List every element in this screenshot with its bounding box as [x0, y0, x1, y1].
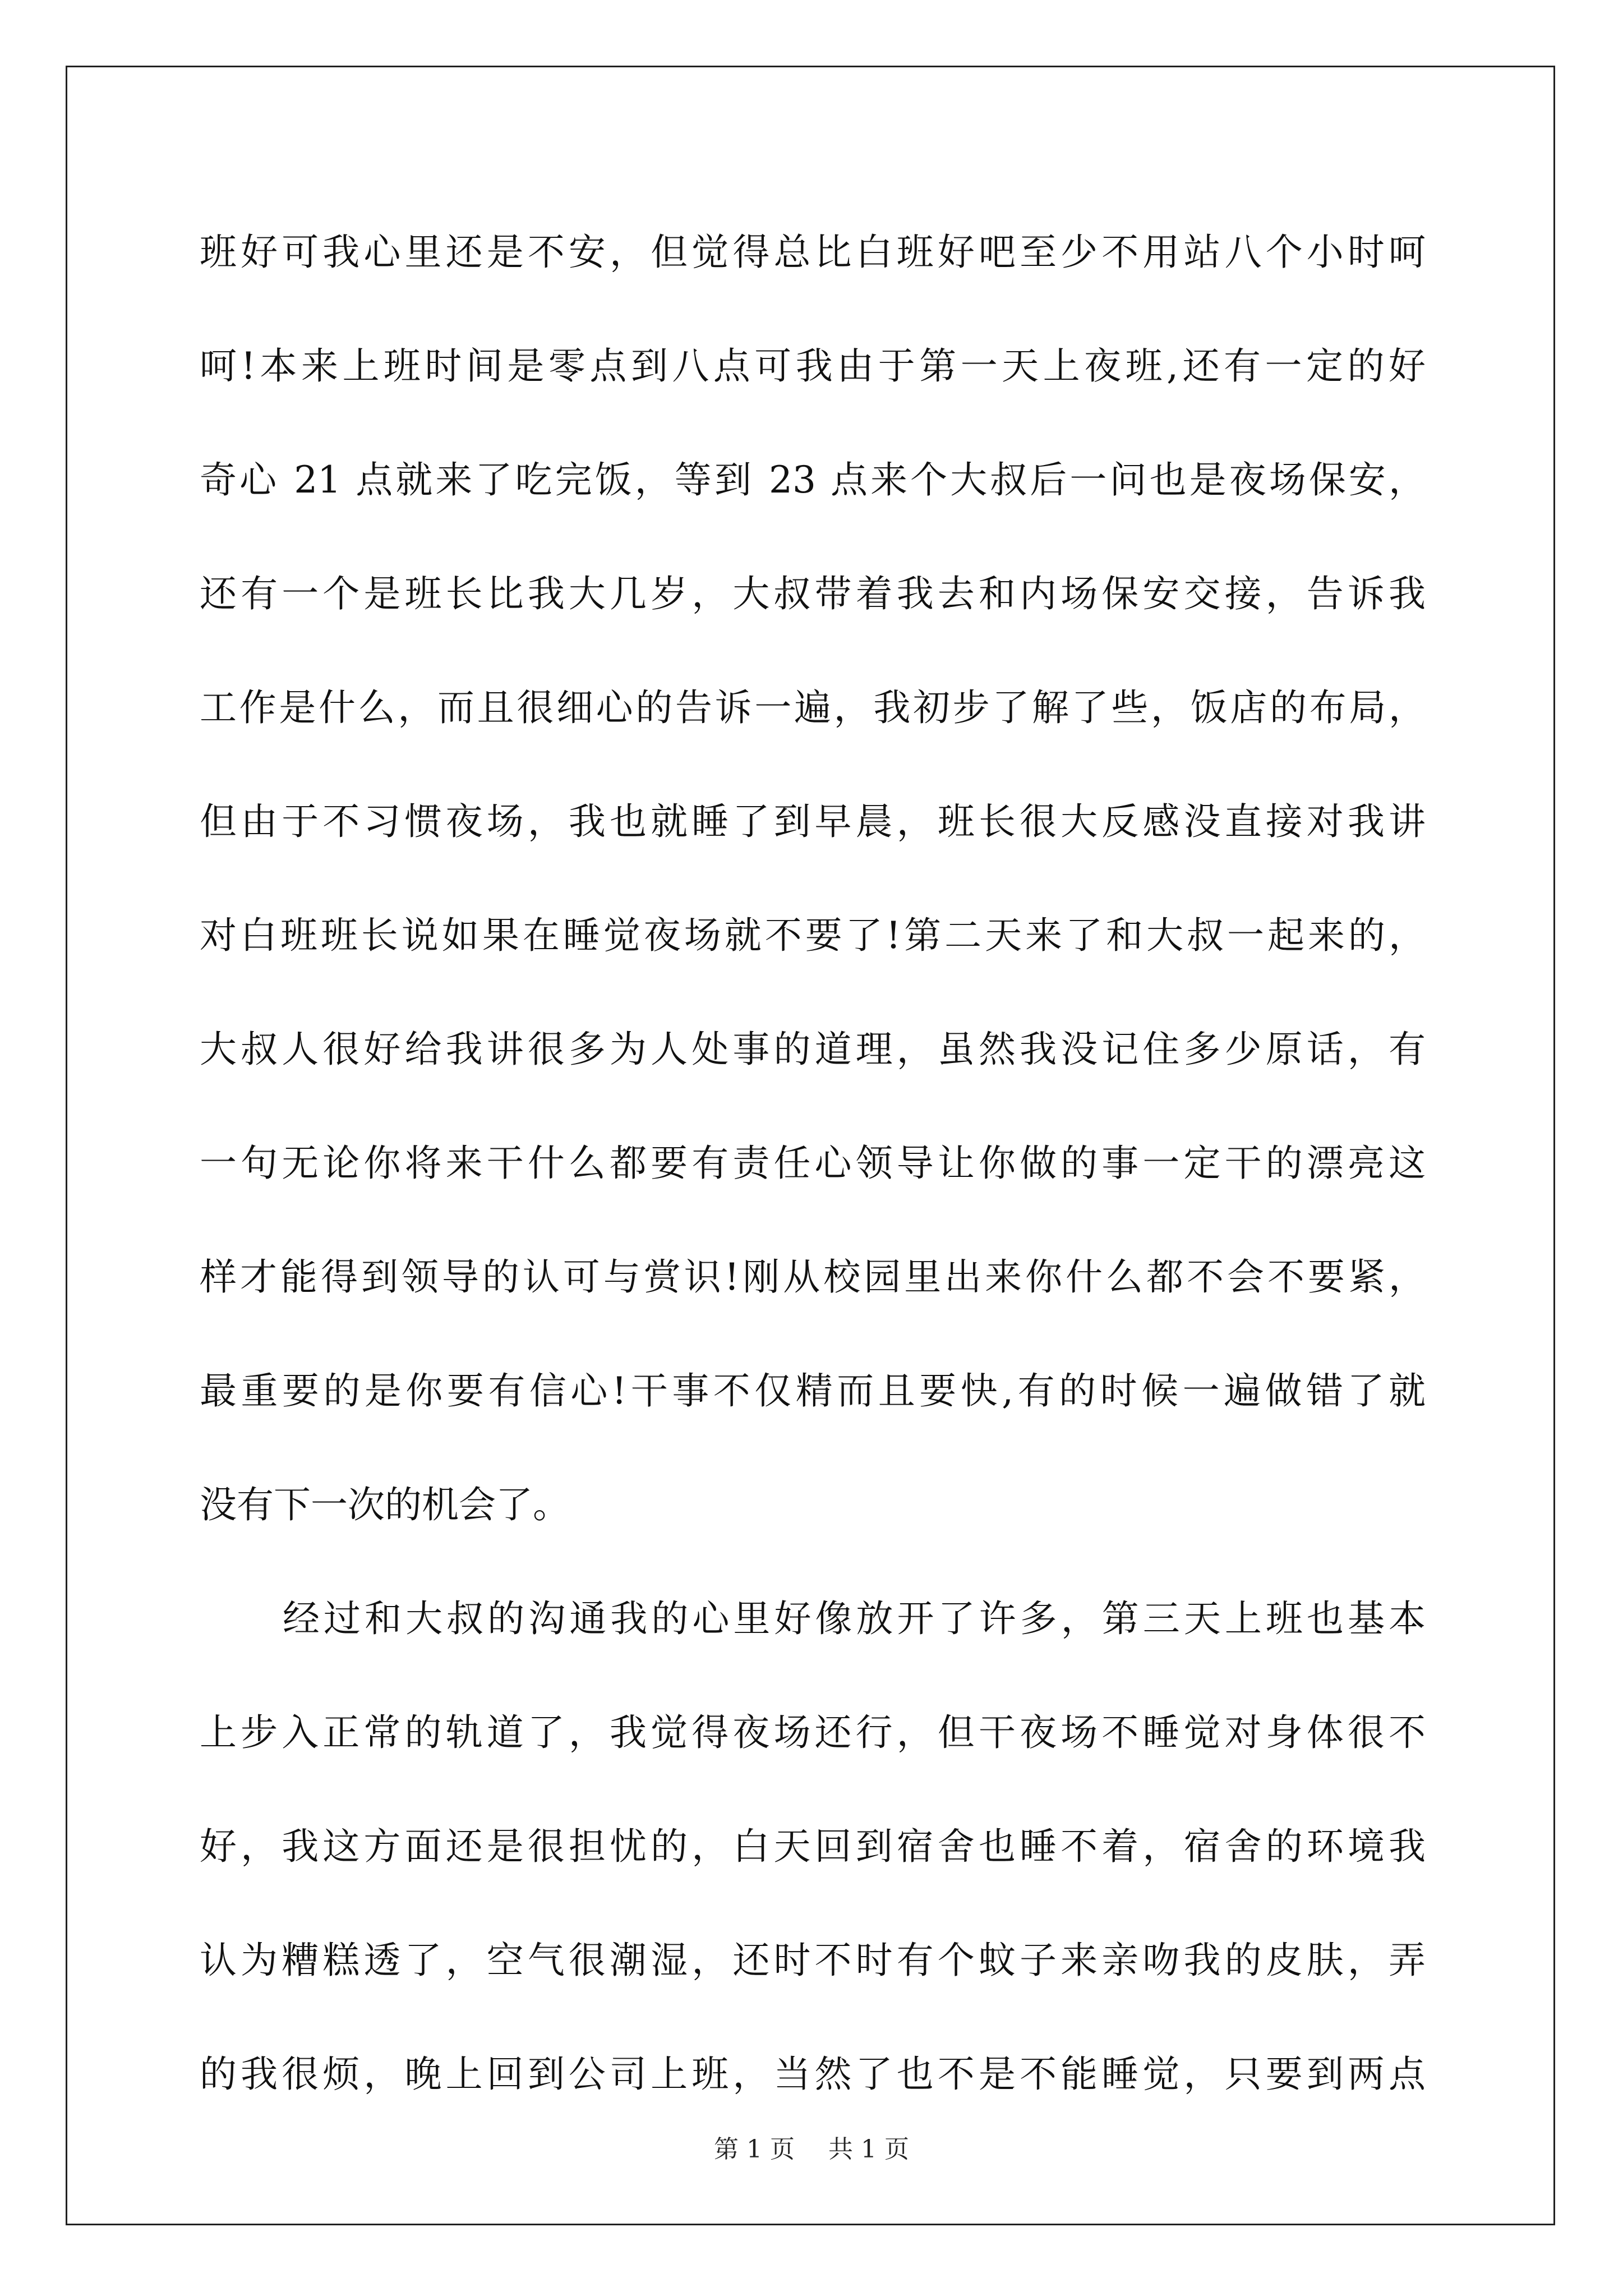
- text-line: 呵!本来上班时间是零点到八点可我由于第一天上夜班,还有一定的好: [200, 344, 1426, 388]
- document-body: [200, 220, 1426, 2156]
- paragraph-end-line: 没有下一次的机会了。: [200, 1483, 570, 1526]
- text-line: 认为糟糕透了，空气很潮湿，还时不时有个蚊子来亲吻我的皮肤，弄: [200, 1939, 1426, 1982]
- text-line: 好，我这方面还是很担忧的，白天回到宿舍也睡不着，宿舍的环境我: [200, 1825, 1426, 1868]
- text-line: 但由于不习惯夜场，我也就睡了到早晨，班长很大反感没直接对我讲: [200, 800, 1426, 843]
- text-line: 还有一个是班长比我大几岁，大叔带着我去和内场保安交接，告诉我: [200, 572, 1426, 615]
- text-line: 一句无论你将来干什么都要有责任心领导让你做的事一定干的漂亮这: [200, 1142, 1426, 1185]
- text-line: 上步入正常的轨道了，我觉得夜场还行，但干夜场不睡觉对身体很不: [200, 1711, 1426, 1754]
- page-total: 共 1 页: [828, 2135, 909, 2164]
- text-line: 大叔人很好给我讲很多为人处事的道理，虽然我没记住多少原话，有: [200, 1028, 1426, 1071]
- page-footer: [0, 2133, 1623, 2166]
- text-line: 奇心 21 点就来了吃完饭，等到 23 点来个大叔后一问也是夜场保安，: [200, 458, 1426, 501]
- text-line: 班好可我心里还是不安，但觉得总比白班好吧至少不用站八个小时呵: [200, 231, 1426, 274]
- paragraph-first-line: 经过和大叔的沟通我的心里好像放开了许多，第三天上班也基本: [283, 1597, 1426, 1640]
- text-line: 的我很烦，晚上回到公司上班，当然了也不是不能睡觉，只要到两点: [200, 2053, 1426, 2096]
- text-line: 最重要的是你要有信心!干事不仅精而且要快,有的时候一遍做错了就: [200, 1369, 1426, 1412]
- text-line: 样才能得到领导的认可与赏识!刚从校园里出来你什么都不会不要紧，: [200, 1255, 1426, 1299]
- page-number: 第 1 页: [714, 2135, 795, 2164]
- text-line: 对白班班长说如果在睡觉夜场就不要了!第二天来了和大叔一起来的，: [200, 914, 1426, 957]
- text-line: 工作是什么，而且很细心的告诉一遍，我初步了解了些，饭店的布局，: [200, 686, 1426, 729]
